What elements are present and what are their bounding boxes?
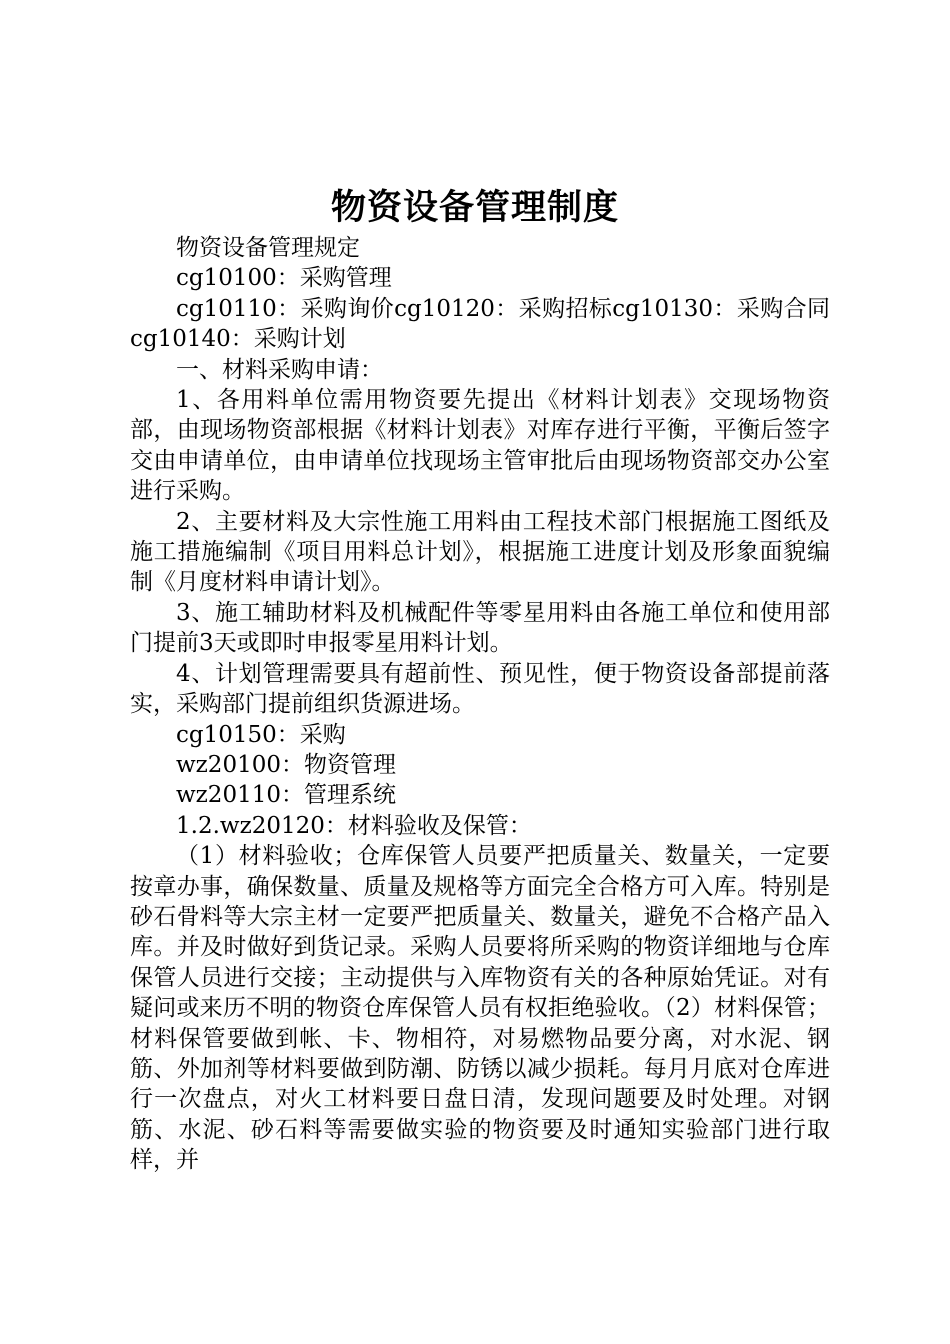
document-body [130, 233, 830, 1176]
paragraph-wz20120: 1.2.wz20120：材料验收及保管： [176, 812, 532, 839]
paragraph-item-2: 2、主要材料及大宗性施工用料由工程技术部门根据施工图纸及施工措施编制《项目用料总计划》，根据施工进度计划及形象面貌编制《月度材料申请计划》。 [130, 508, 830, 596]
paragraph-cg10100: cg10100：采购管理 [176, 265, 392, 292]
paragraph-section-one: 一、材料采购申请： [176, 356, 383, 383]
document-title: 物资设备管理制度 [330, 187, 619, 228]
paragraph-wz20100: wz20100：物资管理 [176, 751, 396, 778]
paragraph-cg10150: cg10150：采购 [176, 721, 346, 748]
paragraph-item-4: 4、计划管理需要具有超前性、预见性，便于物资设备部提前落实，采购部门提前组织货源进场。 [130, 660, 830, 718]
paragraph-material-acceptance: （1）材料验收；仓库保管人员要严把质量关、数量关，一定要按章办事，确保数量、质量及规格等方面完全合格方可入库。特别是砂石骨料等大宗主材一定要严把质量关、数量关，避免不合格产品入库。并及时做好到货记录。采购人员要将所采购的物资详细地与仓库保管人员进行交接；主动提供与入库物资有关的各种原始凭证。对有疑问或来历不明的物资仓库保管人员有权拒绝验收。（2）材料保管；材料保管要做到帐、卡、物相符，对易燃物品要分离，对水泥、钢筋、外加剂等材料要做到防潮、防锈以减少损耗。每月月底对仓库进行一次盘点，对火工材料要日盘日清，发现问题要及时处理。对钢筋、水泥、砂石料等需要做实验的物资要及时通知实验部门进行取样，并 [130, 843, 830, 1174]
paragraph-wz20110: wz20110：管理系统 [176, 782, 396, 809]
paragraph-heading-rules: 物资设备管理规定 [176, 235, 360, 261]
paragraph-cg-codes: cg10110：采购询价cg10120：采购招标cg10130：采购合同cg10140：采购计划 [130, 295, 830, 353]
paragraph-item-1: 1、各用料单位需用物资要先提出《材料计划表》交现场物资部，由现场物资部根据《材料计划表》对库存进行平衡，平衡后签字交由申请单位，由申请单位找现场主管审批后由现场物资部交办公室进行采购。 [130, 387, 830, 505]
paragraph-item-3: 3、施工辅助材料及机械配件等零星用料由各施工单位和使用部门提前3天或即时申报零星用料计划。 [130, 599, 830, 657]
